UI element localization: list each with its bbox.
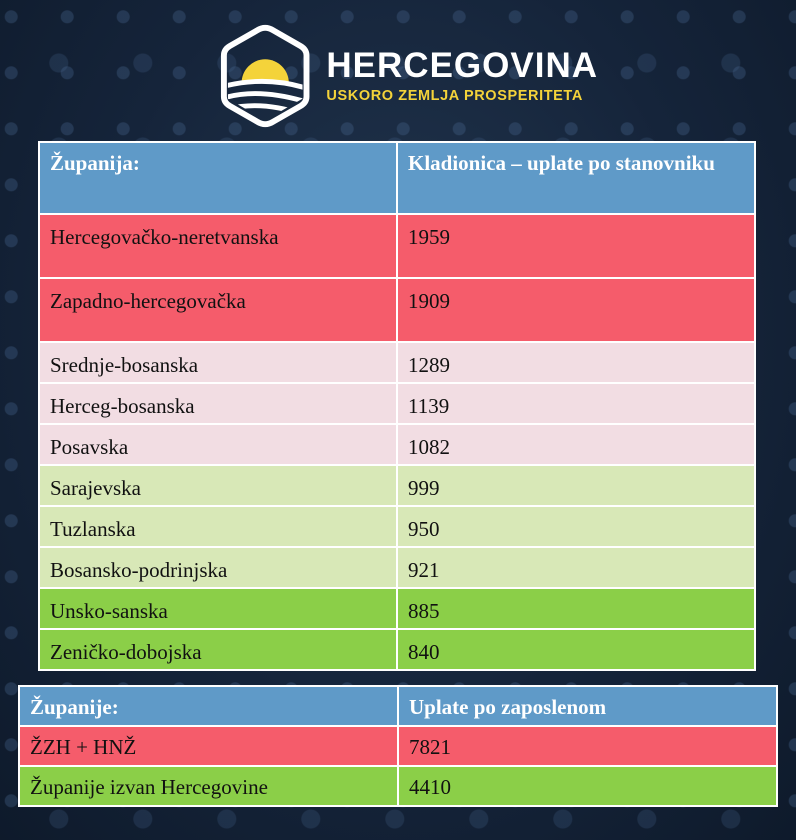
- table-row: [39, 588, 755, 629]
- county-name: Posavska: [39, 424, 397, 465]
- county-name: Unsko-sanska: [39, 588, 397, 629]
- county-name: Herceg-bosanska: [39, 383, 397, 424]
- column-header-county: Županija:: [39, 142, 397, 214]
- county-name: Sarajevska: [39, 465, 397, 506]
- table-row: [39, 465, 755, 506]
- county-value: 840: [397, 629, 755, 670]
- county-value: 1082: [397, 424, 755, 465]
- county-group-name: ŽZH + HNŽ: [19, 726, 398, 766]
- county-value: 921: [397, 547, 755, 588]
- county-value: 1139: [397, 383, 755, 424]
- county-name: Tuzlanska: [39, 506, 397, 547]
- column-header-payments-per-employee: Uplate po zaposlenom: [398, 686, 777, 726]
- table-header-row: [39, 142, 755, 214]
- table-row: [39, 278, 755, 342]
- table-row: [19, 766, 777, 806]
- table-row: [39, 506, 755, 547]
- betting-per-capita-table: [38, 141, 756, 671]
- county-name: Zeničko-dobojska: [39, 629, 397, 670]
- county-value: 1909: [397, 278, 755, 342]
- brand-title: HERCEGOVINA: [326, 46, 598, 85]
- table-row: [19, 726, 777, 766]
- county-group-value: 4410: [398, 766, 777, 806]
- brand-text: [326, 48, 598, 104]
- table-row: [39, 342, 755, 383]
- brand-header: [218, 22, 598, 130]
- county-group-name: Županije izvan Hercegovine: [19, 766, 398, 806]
- hexagon-sunrise-hills-icon: [218, 23, 312, 129]
- county-value: 950: [397, 506, 755, 547]
- county-value: 885: [397, 588, 755, 629]
- table-header-row: [19, 686, 777, 726]
- county-value: 999: [397, 465, 755, 506]
- table-row: [39, 547, 755, 588]
- county-name: Hercegovačko-neretvanska: [39, 214, 397, 278]
- column-header-counties: Županije:: [19, 686, 398, 726]
- column-header-payments-per-capita: Kladionica – uplate po stanovniku: [397, 142, 755, 214]
- county-group-value: 7821: [398, 726, 777, 766]
- county-value: 1289: [397, 342, 755, 383]
- county-value: 1959: [397, 214, 755, 278]
- county-name: Srednje-bosanska: [39, 342, 397, 383]
- table-row: [39, 383, 755, 424]
- county-name: Zapadno-hercegovačka: [39, 278, 397, 342]
- county-name: Bosansko-podrinjska: [39, 547, 397, 588]
- table-row: [39, 629, 755, 670]
- table-row: [39, 214, 755, 278]
- payments-per-employee-table: [18, 685, 778, 807]
- table-row: [39, 424, 755, 465]
- brand-subtitle: USKORO ZEMLJA PROSPERITETA: [326, 88, 583, 104]
